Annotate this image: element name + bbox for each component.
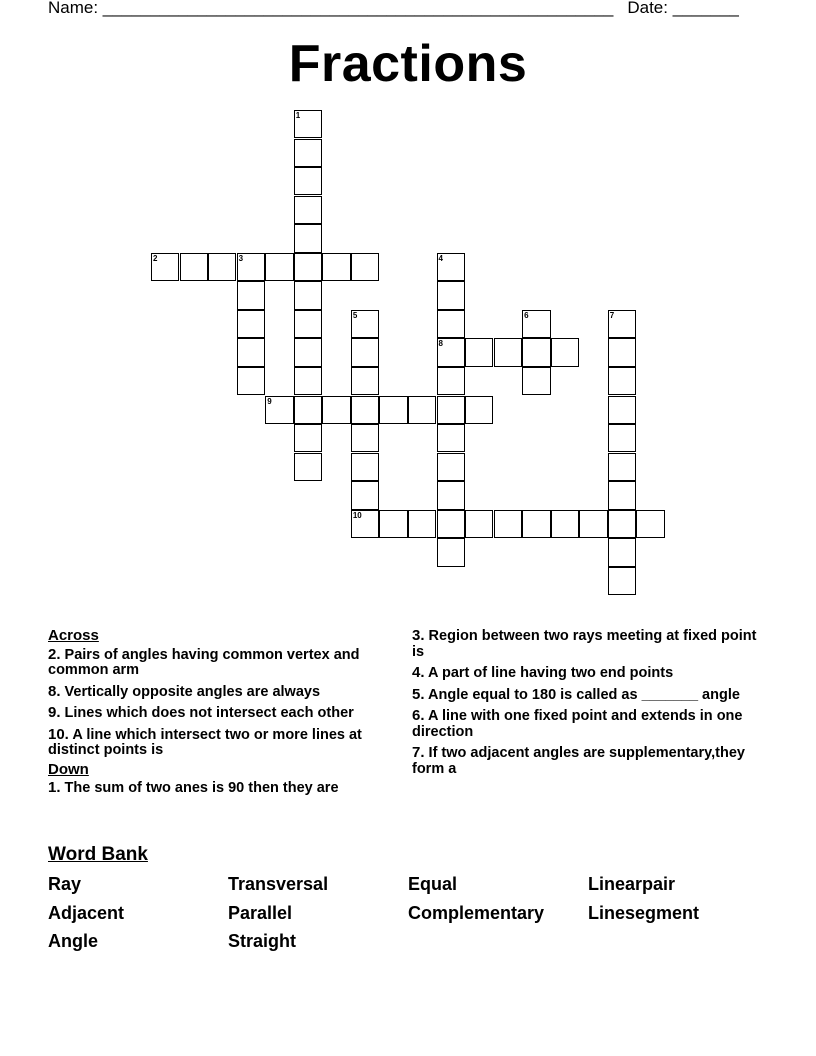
crossword-cell[interactable] [465, 396, 493, 424]
crossword-cell[interactable] [379, 396, 407, 424]
crossword-cell[interactable] [522, 310, 550, 338]
clue-number: 8. [48, 682, 61, 700]
clue-text: Vertically opposite angles are always [64, 683, 321, 700]
word-bank-item: Linearpair [588, 874, 676, 894]
clue-across-10 [48, 727, 393, 759]
clue-down-5 [412, 687, 757, 704]
clue-number: 5. [412, 685, 425, 703]
crossword-cell[interactable] [294, 167, 322, 195]
word-bank-item: Linesegment [588, 903, 700, 923]
crossword-cell[interactable] [351, 453, 379, 481]
crossword-cell[interactable] [437, 281, 465, 309]
crossword-cell[interactable] [494, 510, 522, 538]
clue-down-6 [412, 708, 757, 740]
crossword-cell[interactable] [294, 310, 322, 338]
crossword-cell[interactable] [494, 338, 522, 366]
clue-text: The sum of two anes is 90 then they are [64, 780, 339, 796]
crossword-cell[interactable] [237, 338, 265, 366]
crossword-cell[interactable] [180, 253, 208, 281]
clue-number: 3. [412, 627, 425, 644]
crossword-cell[interactable] [437, 481, 465, 509]
crossword-cell[interactable] [437, 424, 465, 452]
crossword-cell[interactable] [294, 224, 322, 252]
clue-text: A line with one fixed point and extends in one direction [412, 708, 743, 740]
clue-number-label: 5 [352, 310, 358, 320]
clue-number-label: 3 [238, 253, 244, 263]
crossword-cell[interactable] [237, 281, 265, 309]
crossword-cell[interactable] [636, 510, 664, 538]
clue-number: 9. [48, 704, 61, 721]
crossword-cell[interactable] [237, 253, 265, 281]
crossword-cell[interactable] [351, 481, 379, 509]
across-heading: Across [48, 627, 99, 644]
crossword-cell[interactable] [379, 510, 407, 538]
crossword-cell[interactable] [437, 538, 465, 566]
crossword-cell[interactable] [522, 338, 550, 366]
crossword-cell[interactable] [437, 338, 465, 366]
crossword-cell[interactable] [294, 196, 322, 224]
crossword-cell[interactable] [322, 253, 350, 281]
word-bank-item: Adjacent [48, 903, 125, 923]
crossword-cell[interactable] [437, 367, 465, 395]
crossword-cell[interactable] [351, 310, 379, 338]
crossword-cell[interactable] [294, 110, 322, 138]
clue-text: Pairs of angles having common vertex and common arm [48, 646, 360, 678]
crossword-cell[interactable] [437, 310, 465, 338]
word-bank-item: Ray [48, 874, 82, 894]
clues-right-column [412, 628, 757, 782]
crossword-cell[interactable] [294, 281, 322, 309]
clue-text: If two adjacent angles are supplementary,they form a [412, 745, 745, 777]
clue-number-label: 8 [438, 339, 443, 349]
clue-number: 1. [48, 779, 61, 796]
clue-number-label: 6 [524, 310, 529, 320]
crossword-cell[interactable] [608, 453, 636, 481]
crossword-cell[interactable] [237, 367, 265, 395]
clue-text: Angle equal to 180 is called as _______ angle [428, 686, 740, 703]
crossword-cell[interactable] [351, 253, 379, 281]
crossword-cell[interactable] [351, 396, 379, 424]
word-bank-title: Word Bank [48, 844, 148, 865]
crossword-cell[interactable] [294, 453, 322, 481]
clue-down-1 [48, 780, 393, 797]
clue-number: 2. [48, 645, 61, 663]
clue-text: Lines which does not intersect each other [64, 705, 354, 721]
page-title: Fractions [288, 35, 528, 93]
crossword-cell[interactable] [294, 396, 322, 424]
crossword-cell[interactable] [608, 367, 636, 395]
clue-number-label: 9 [267, 396, 272, 406]
word-bank-item: Straight [228, 931, 297, 951]
crossword-cell[interactable] [579, 510, 607, 538]
clue-number-label: 4 [438, 253, 443, 263]
word-bank-item: Parallel [228, 903, 293, 923]
crossword-cell[interactable] [294, 253, 322, 281]
crossword-cell[interactable] [608, 424, 636, 452]
crossword-cell[interactable] [522, 367, 550, 395]
clue-number-label: 10 [352, 510, 362, 520]
clue-down-3 [412, 628, 757, 660]
crossword-cell[interactable] [351, 510, 379, 538]
crossword-cell[interactable] [408, 396, 436, 424]
crossword-cell[interactable] [351, 367, 379, 395]
crossword-cell[interactable] [265, 396, 293, 424]
down-heading: Down [48, 760, 89, 778]
crossword-cell[interactable] [265, 253, 293, 281]
date-field-label[interactable]: Date: _______ [627, 0, 739, 17]
word-bank-item: Equal [408, 874, 458, 894]
crossword-cell[interactable] [408, 510, 436, 538]
clue-down-7 [412, 745, 757, 777]
crossword-cell[interactable] [608, 310, 636, 338]
crossword-cell[interactable] [437, 510, 465, 538]
crossword-cell[interactable] [351, 424, 379, 452]
clues-left-column [48, 628, 393, 802]
clue-number: 4. [412, 664, 425, 681]
crossword-cell[interactable] [322, 396, 350, 424]
clue-across-8 [48, 684, 393, 701]
clue-number-label: 1 [295, 111, 301, 120]
crossword-cell[interactable] [237, 310, 265, 338]
word-bank-item: Complementary [408, 903, 545, 923]
crossword-cell[interactable] [294, 338, 322, 366]
word-bank-item: Angle [48, 931, 99, 951]
crossword-cell[interactable] [294, 139, 322, 167]
crossword-cell[interactable] [437, 396, 465, 424]
clue-number-label: 7 [609, 310, 615, 320]
crossword-cell[interactable] [608, 538, 636, 566]
crossword-cell[interactable] [437, 453, 465, 481]
crossword-cell[interactable] [608, 338, 636, 366]
crossword-cell[interactable] [294, 424, 322, 452]
clue-number: 6. [412, 707, 425, 724]
clue-text: A part of line having two end points [428, 665, 674, 681]
crossword-cell[interactable] [351, 338, 379, 366]
clue-across-9 [48, 705, 393, 722]
crossword-cell[interactable] [551, 510, 579, 538]
clue-number: 7. [412, 744, 425, 761]
word-bank-item: Transversal [228, 874, 329, 894]
crossword-cell[interactable] [608, 567, 636, 595]
crossword-cell[interactable] [608, 481, 636, 509]
crossword-cell[interactable] [608, 396, 636, 424]
clue-number-label: 2 [153, 253, 158, 263]
crossword-cell[interactable] [608, 510, 636, 538]
clue-down-4 [412, 665, 757, 682]
crossword-cell[interactable] [294, 367, 322, 395]
crossword-cell[interactable] [522, 510, 550, 538]
clue-text: A line which intersect two or more lines at distinct points is [48, 726, 362, 758]
name-field-label[interactable]: Name: ______________________________________________________ [48, 0, 614, 17]
crossword-cell[interactable] [551, 338, 579, 366]
clue-number: 10. [48, 725, 69, 743]
crossword-cell[interactable] [465, 510, 493, 538]
crossword-cell[interactable] [208, 253, 236, 281]
clue-text: Region between two rays meeting at fixed point is [412, 628, 757, 660]
crossword-cell[interactable] [151, 253, 179, 281]
crossword-cell[interactable] [465, 338, 493, 366]
crossword-cell[interactable] [437, 253, 465, 281]
clue-across-2 [48, 647, 393, 679]
